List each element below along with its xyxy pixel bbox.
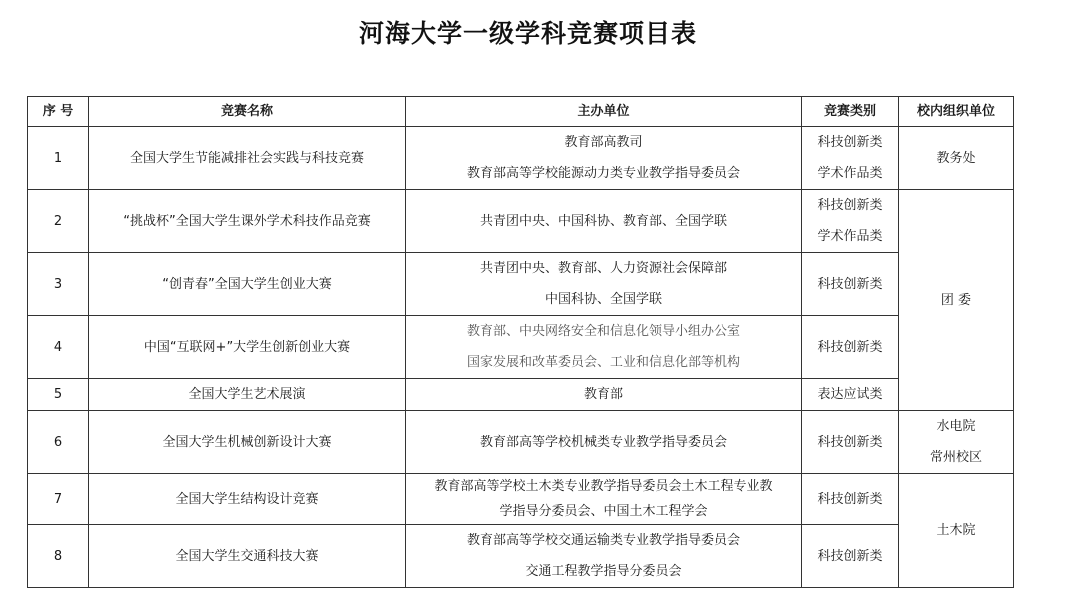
organizer-line: 中国科协、全国学联 [544,292,662,307]
table-row [28,379,1014,411]
category-cell [802,525,899,588]
category-line: 科技创新类 [817,491,883,507]
table-row [28,316,1014,379]
organizer-line: 教育部高等学校能源动力类专业教学指导委员会 [466,166,740,181]
competition-name: 全国大学生交通科技大赛 [89,525,406,588]
competition-name: 全国大学生艺术展演 [89,379,406,411]
organizer-line: 教育部高教司 [564,135,643,150]
category-line: 科技创新类 [817,135,883,150]
table-row [28,127,1014,190]
unit-line: 教务处 [936,150,976,166]
category-cell [802,316,899,379]
organizer-line: 共青团中央、中国科协、教育部、全国学联 [479,213,727,229]
table-row [28,190,1014,253]
organizer-cell [406,127,802,190]
unit-line: 常州校区 [929,450,982,465]
category-cell [802,190,899,253]
row-no: 1 [28,127,89,190]
row-no: 8 [28,525,89,588]
organizer-line: 国家发展和改革委员会、工业和信息化部等机构 [466,355,740,370]
competition-name: 全国大学生结构设计竞赛 [89,474,406,525]
organizer-line: 共青团中央、教育部、人力资源社会保障部 [479,261,727,276]
organizer-line: 交通工程教学指导分委员会 [525,564,682,579]
header-unit: 校内组织单位 [899,97,1014,127]
category-line: 表达应试类 [817,387,883,402]
category-line: 学术作品类 [817,166,883,181]
table-row [28,525,1014,588]
competition-name: 中国“互联网+”大学生创新创业大赛 [89,316,406,379]
category-line: 科技创新类 [817,276,883,292]
competition-name: 全国大学生机械创新设计大赛 [89,411,406,474]
organizer-cell [406,379,802,411]
unit-line: 团 委 [940,292,972,308]
unit-cell-teaching-affairs [899,127,1014,190]
category-line: 科技创新类 [817,434,883,450]
unit-line: 土木院 [936,523,976,538]
organizer-cell [406,190,802,253]
row-no: 4 [28,316,89,379]
row-no: 6 [28,411,89,474]
organizer-cell [406,474,802,525]
table-row [28,411,1014,474]
category-cell [802,127,899,190]
competition-table [27,96,1014,588]
category-cell [802,253,899,316]
category-cell [802,474,899,525]
unit-line: 水电院 [936,419,976,434]
document-title: 河海大学一级学科竞赛项目表 [358,19,697,48]
table-row [28,253,1014,316]
organizer-line: 教育部高等学校交通运输类专业教学指导委员会 [466,533,740,548]
unit-cell-civil-engineering [899,474,1014,588]
row-no: 3 [28,253,89,316]
organizer-line: 教育部高等学校土木类专业教学指导委员会土木工程专业教 [434,479,773,494]
row-no: 5 [28,379,89,411]
category-line: 科技创新类 [817,339,883,355]
row-no: 2 [28,190,89,253]
category-line: 科技创新类 [817,198,883,213]
organizer-cell [406,525,802,588]
organizer-line: 教育部、中央网络安全和信息化领导小组办公室 [466,324,740,339]
category-line: 学术作品类 [817,229,883,244]
organizer-cell [406,253,802,316]
category-line: 科技创新类 [817,548,883,564]
row-no: 7 [28,474,89,525]
header-name: 竞赛名称 [89,97,406,127]
category-cell [802,379,899,411]
unit-cell-youth-league [899,190,1014,411]
header-no: 序 号 [28,97,89,127]
organizer-line: 学指导分委员会、中国土木工程学会 [499,504,708,519]
organizer-cell [406,316,802,379]
competition-name: “创青春”全国大学生创业大赛 [89,253,406,316]
organizer-cell [406,411,802,474]
organizer-line: 教育部 [583,387,623,402]
table-header-row [28,97,1014,127]
header-category: 竞赛类别 [802,97,899,127]
header-organizer: 主办单位 [406,97,802,127]
unit-cell-hydro-changzhou [899,411,1014,474]
category-cell [802,411,899,474]
competition-name: 全国大学生节能减排社会实践与科技竞赛 [89,127,406,190]
competition-name: “挑战杯”全国大学生课外学术科技作品竞赛 [89,190,406,253]
table-row [28,474,1014,525]
organizer-line: 教育部高等学校机械类专业教学指导委员会 [479,434,727,450]
